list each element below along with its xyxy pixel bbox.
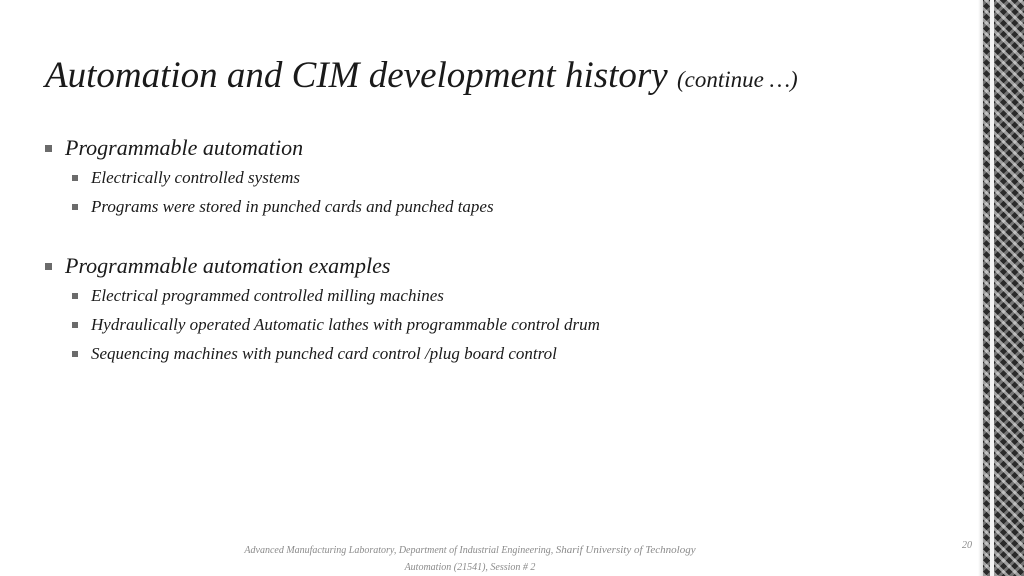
square-bullet-icon <box>72 351 78 357</box>
bullet-group-programmable-automation <box>45 133 965 223</box>
bullet-level1 <box>45 133 965 165</box>
square-bullet-icon <box>72 322 78 328</box>
bullet-text: Electrical programmed controlled milling machines <box>91 286 444 305</box>
bullet-text: Hydraulically operated Automatic lathes with programmable control drum <box>91 315 600 334</box>
square-bullet-icon <box>72 293 78 299</box>
square-bullet-icon <box>72 175 78 181</box>
bullet-text: Electrically controlled systems <box>91 168 300 187</box>
bullet-level1 <box>45 251 965 283</box>
bullet-level2 <box>45 341 965 370</box>
square-bullet-icon <box>72 204 78 210</box>
bullet-level2 <box>45 194 965 223</box>
bullet-level2 <box>45 165 965 194</box>
bullet-level2 <box>45 283 965 312</box>
page-number: 20 <box>962 540 972 551</box>
bullet-level2 <box>45 312 965 341</box>
footer-line-2: Automation (21541), Session # 2 <box>404 562 536 573</box>
slide-body <box>45 133 965 370</box>
bullet-text: Programs were stored in punched cards and punched tapes <box>91 197 494 216</box>
decorative-strip-gap <box>990 0 994 576</box>
footer-lab-text: Advanced Manufacturing Laboratory, Department of Industrial Engineering, <box>244 545 556 556</box>
square-bullet-icon <box>45 263 52 270</box>
slide-footer <box>200 542 740 576</box>
footer-university-text: Sharif University of Technology <box>555 544 696 556</box>
square-bullet-icon <box>45 145 52 152</box>
bullet-group-programmable-automation-examples <box>45 251 965 370</box>
title-suffix: (continue …) <box>676 67 798 92</box>
bullet-text: Programmable automation examples <box>65 253 391 278</box>
footer-line-1 <box>200 542 740 559</box>
slide-title <box>45 52 798 104</box>
bullet-text: Sequencing machines with punched card control /plug board control <box>91 344 557 363</box>
title-main: Automation and CIM development history <box>45 55 668 96</box>
bullet-text: Programmable automation <box>65 135 304 160</box>
